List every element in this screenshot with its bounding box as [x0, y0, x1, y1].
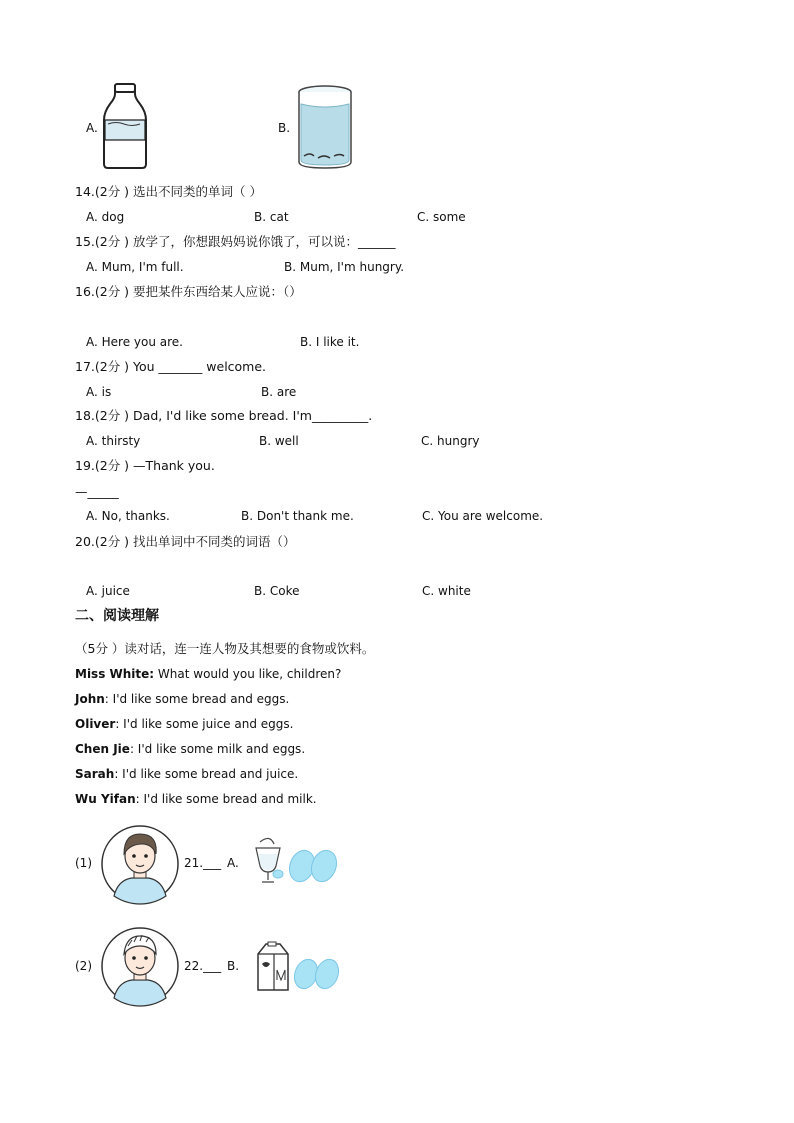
dialogue-line-john: John: I'd like some bread and eggs. — [75, 692, 290, 706]
q20-option-c[interactable]: C. white — [422, 584, 471, 598]
option-a-label[interactable]: A. — [86, 121, 98, 135]
match-1-option-label[interactable]: A. — [227, 856, 239, 870]
question-16-stem: 16.(2分 ) 要把某件东西给某人应说：（） — [75, 284, 302, 299]
dialogue-line-sarah: Sarah: I'd like some bread and juice. — [75, 767, 299, 781]
q17-option-b[interactable]: B. are — [261, 385, 297, 399]
q15-option-a[interactable]: A. Mum, I'm full. — [86, 260, 184, 274]
section-2-instruction: （5分 ）读对话，连一连人物及其想要的食物或饮料。 — [75, 641, 375, 656]
question-15-stem: 15.(2分 ) 放学了，你想跟妈妈说你饿了，可以说：______ — [75, 234, 396, 249]
q14-option-c[interactable]: C. some — [417, 210, 466, 224]
question-20-stem: 20.(2分 ) 找出单词中不同类的词语（） — [75, 534, 296, 549]
match-1-number: (1) — [75, 856, 92, 870]
q14-option-a[interactable]: A. dog — [86, 210, 125, 224]
boy-portrait-1 — [100, 824, 180, 904]
option-b-label[interactable]: B. — [278, 121, 291, 135]
match-2-number: (2) — [75, 959, 92, 973]
dialogue-line-oliver: Oliver: I'd like some juice and eggs. — [75, 717, 294, 731]
match-1-blank[interactable]: 21.___ — [184, 856, 222, 870]
question-19-reply-blank: —_____ — [75, 484, 119, 499]
boy-portrait-2 — [100, 926, 180, 1006]
q18-option-b[interactable]: B. well — [259, 434, 299, 448]
q16-option-a[interactable]: A. Here you are. — [86, 335, 183, 349]
q20-option-a[interactable]: A. juice — [86, 584, 130, 598]
q16-option-b[interactable]: B. I like it. — [300, 335, 360, 349]
dialogue-line-wu-yifan: Wu Yifan: I'd like some bread and milk. — [75, 792, 317, 806]
q19-option-a[interactable]: A. No, thanks. — [86, 509, 170, 523]
milk-bottle-image — [100, 82, 150, 172]
q18-option-a[interactable]: A. thirsty — [86, 434, 141, 448]
question-19-stem: 19.(2分 ) —Thank you. — [75, 458, 215, 473]
match-2-option-label[interactable]: B. — [227, 959, 240, 973]
glass-of-water-image — [296, 84, 354, 170]
dialogue-line-miss-white: Miss White: What would you like, children? — [75, 667, 342, 681]
q14-option-b[interactable]: B. cat — [254, 210, 289, 224]
question-18-stem: 18.(2分 ) Dad, I'd like some bread. I'm_________. — [75, 408, 373, 423]
dialogue-line-chen-jie: Chen Jie: I'd like some milk and eggs. — [75, 742, 306, 756]
question-14-stem: 14.(2分 ) 选出不同类的单词（ ） — [75, 184, 263, 199]
q17-option-a[interactable]: A. is — [86, 385, 112, 399]
q19-option-b[interactable]: B. Don't thank me. — [241, 509, 354, 523]
juice-and-eggs-image — [252, 836, 342, 886]
section-2-title: 二、阅读理解 — [75, 608, 159, 624]
q20-option-b[interactable]: B. Coke — [254, 584, 300, 598]
match-2-blank[interactable]: 22.___ — [184, 959, 222, 973]
question-17-stem: 17.(2分 ) You _______ welcome. — [75, 359, 267, 374]
q15-option-b[interactable]: B. Mum, I'm hungry. — [284, 260, 405, 274]
q19-option-c[interactable]: C. You are welcome. — [422, 509, 544, 523]
q18-option-c[interactable]: C. hungry — [421, 434, 480, 448]
milk-carton-and-eggs-image — [252, 940, 342, 994]
